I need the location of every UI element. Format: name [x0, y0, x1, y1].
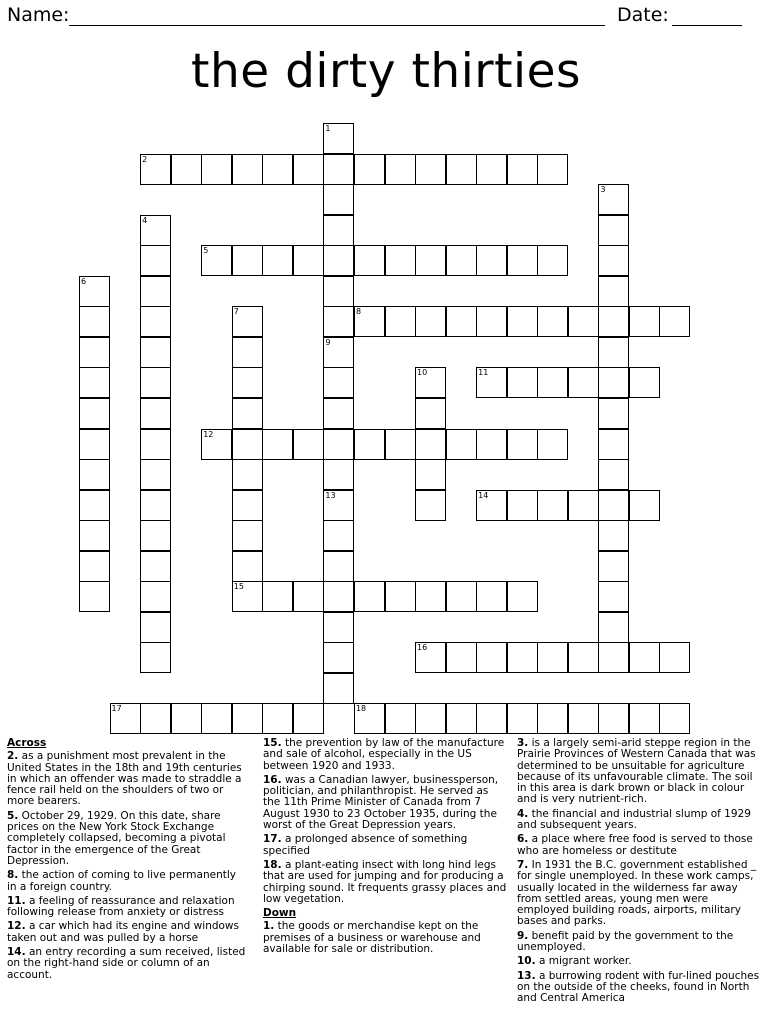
grid-cell[interactable]	[79, 276, 110, 307]
grid-cell[interactable]	[323, 215, 354, 246]
grid-cell[interactable]	[140, 490, 171, 521]
grid-cell[interactable]	[232, 154, 263, 185]
grid-cell[interactable]	[446, 245, 477, 276]
grid-cell[interactable]	[415, 398, 446, 429]
grid-cell[interactable]	[629, 367, 660, 398]
grid-cell[interactable]	[446, 306, 477, 337]
grid-cell[interactable]	[323, 551, 354, 582]
grid-cell[interactable]	[323, 459, 354, 490]
clue-across-14: 14. an entry recording a sum received, listed on the right-hand side or column of an account.	[7, 946, 246, 981]
grid-cell[interactable]	[232, 581, 263, 612]
clue-number: 4	[142, 215, 148, 225]
clue-down-6: 6. a place where free food is served to those who are homeless or destitute	[517, 833, 753, 857]
grid-cell[interactable]	[507, 490, 538, 521]
grid-cell[interactable]	[354, 429, 385, 460]
clue-number: 18	[355, 704, 367, 714]
grid-cell[interactable]	[262, 703, 293, 734]
grid-cell[interactable]	[598, 215, 629, 246]
clue-number: 6	[81, 276, 87, 286]
clue-across-2: 2. as a punishment most prevalent in the United States in the 18th and 19th centuries in which an offender was made to straddle a fence rail held on the shoulders of two or more bearers.	[7, 750, 242, 808]
name-label: Name:	[7, 4, 70, 26]
grid-cell[interactable]	[415, 306, 446, 337]
grid-cell[interactable]	[140, 154, 171, 185]
grid-cell[interactable]	[323, 673, 354, 704]
grid-cell[interactable]	[537, 642, 568, 673]
grid-cell[interactable]	[537, 306, 568, 337]
grid-cell[interactable]	[659, 306, 690, 337]
grid-cell[interactable]	[507, 429, 538, 460]
grid-cell[interactable]	[79, 551, 110, 582]
grid-cell[interactable]	[323, 306, 354, 337]
clue-across-16: 16. was a Canadian lawyer, businessperson, politician, and philanthropist. He served as the 11th Prime Minister of Canada from 7 August 1930 to 23 October 1935, during the worst of the Great Depression years.	[263, 773, 499, 832]
grid-cell[interactable]	[323, 520, 354, 551]
across-heading: Across	[7, 737, 47, 749]
grid-cell[interactable]	[476, 245, 507, 276]
grid-cell[interactable]	[476, 306, 507, 337]
clue-down-1: 1. the goods or merchandise kept on the premises of a business or warehouse and available for sale or distribution.	[263, 920, 481, 956]
grid-cell[interactable]	[232, 367, 263, 398]
grid-cell[interactable]	[232, 429, 263, 460]
grid-cell[interactable]	[598, 520, 629, 551]
grid-cell[interactable]	[354, 581, 385, 612]
grid-cell[interactable]	[79, 367, 110, 398]
grid-cell[interactable]	[140, 306, 171, 337]
clue-across-18: 18. a plant-eating insect with long hind legs that are used for jumping and for producing a chirping sound. It frequents grassy places and low vegetation.	[263, 858, 507, 905]
grid-cell[interactable]	[598, 367, 629, 398]
grid-cell[interactable]	[79, 459, 110, 490]
grid-cell[interactable]	[537, 429, 568, 460]
grid-cell[interactable]	[629, 642, 660, 673]
clue-down-4: 4. the financial and industrial slump of 1929 and subsequent years.	[517, 807, 751, 832]
grid-cell[interactable]	[140, 398, 171, 429]
clue-number: 17	[111, 704, 122, 714]
grid-cell[interactable]	[385, 154, 416, 185]
grid-cell[interactable]	[385, 581, 416, 612]
clue-column-2	[263, 738, 508, 958]
clue-number: 7	[233, 307, 239, 317]
grid-cell[interactable]	[629, 703, 660, 734]
grid-cell[interactable]	[629, 490, 660, 521]
grid-cell[interactable]	[476, 154, 507, 185]
grid-cell[interactable]	[598, 703, 629, 734]
grid-cell[interactable]	[415, 490, 446, 521]
date-field[interactable]	[672, 25, 742, 26]
grid-cell[interactable]	[598, 490, 629, 521]
grid-cell[interactable]	[323, 490, 354, 521]
grid-cell[interactable]	[293, 703, 324, 734]
grid-cell[interactable]	[507, 367, 538, 398]
grid-cell[interactable]	[629, 306, 660, 337]
grid-cell[interactable]	[415, 703, 446, 734]
grid-cell[interactable]	[323, 245, 354, 276]
grid-cell[interactable]	[140, 642, 171, 673]
grid-cell[interactable]	[171, 154, 202, 185]
grid-cell[interactable]	[598, 276, 629, 307]
grid-cell[interactable]	[323, 184, 354, 215]
clue-number: 9	[325, 337, 331, 347]
clue-column-1	[7, 738, 247, 984]
grid-cell[interactable]	[598, 642, 629, 673]
grid-cell[interactable]	[262, 429, 293, 460]
grid-cell[interactable]	[232, 306, 263, 337]
grid-cell[interactable]	[415, 459, 446, 490]
grid-cell[interactable]	[323, 337, 354, 368]
puzzle-title: the dirty thirties	[191, 44, 581, 99]
grid-cell[interactable]	[140, 337, 171, 368]
grid-cell[interactable]	[415, 154, 446, 185]
clue-across-11: 11. a feeling of reassurance and relaxation following release from anxiety or distress	[7, 894, 235, 919]
grid-cell[interactable]	[140, 459, 171, 490]
grid-cell[interactable]	[232, 245, 263, 276]
grid-cell[interactable]	[598, 398, 629, 429]
grid-cell[interactable]	[232, 337, 263, 368]
grid-cell[interactable]	[507, 642, 538, 673]
grid-cell[interactable]	[598, 581, 629, 612]
grid-cell[interactable]	[598, 306, 629, 337]
clue-number: 14	[478, 490, 489, 500]
grid-cell[interactable]	[79, 520, 110, 551]
clue-column-3	[517, 738, 762, 1008]
grid-cell[interactable]	[262, 154, 293, 185]
grid-cell[interactable]	[598, 459, 629, 490]
grid-cell[interactable]	[385, 703, 416, 734]
grid-cell[interactable]	[568, 367, 599, 398]
grid-cell[interactable]	[568, 490, 599, 521]
clue-across-17: 17. a prolonged absence of something specified	[263, 833, 468, 857]
clue-number: 1	[325, 124, 331, 133]
grid-cell[interactable]	[537, 367, 568, 398]
grid-cell[interactable]	[201, 703, 232, 734]
grid-cell[interactable]	[293, 154, 324, 185]
grid-cell[interactable]	[354, 306, 385, 337]
grid-cell[interactable]	[415, 642, 446, 673]
grid-cell[interactable]	[446, 154, 477, 185]
grid-cell[interactable]	[323, 642, 354, 673]
grid-cell[interactable]	[507, 306, 538, 337]
grid-cell[interactable]	[598, 551, 629, 582]
grid-cell[interactable]	[140, 612, 171, 643]
grid-cell[interactable]	[415, 581, 446, 612]
clue-across-5: 5. October 29, 1929. On this date, share prices on the New York Stock Exchange completely collapsed, becoming a pivotal factor in the emergence of the Great Depression.	[7, 809, 226, 867]
grid-cell[interactable]	[446, 642, 477, 673]
grid-cell[interactable]	[354, 245, 385, 276]
grid-cell[interactable]	[537, 490, 568, 521]
clue-across-12: 12. a car which had its engine and windows taken out and was pulled by a horse	[7, 920, 239, 944]
grid-cell[interactable]	[79, 490, 110, 521]
down-heading: Down	[263, 907, 297, 920]
grid-cell[interactable]	[201, 429, 232, 460]
grid-cell[interactable]	[476, 490, 507, 521]
clue-number: 10	[417, 368, 428, 378]
grid-cell[interactable]	[293, 245, 324, 276]
grid-cell[interactable]	[140, 276, 171, 307]
grid-cell[interactable]	[476, 367, 507, 398]
clue-down-13: 13. a burrowing rodent with fur-lined pouches on the outside of the cheeks, found in North and Central America	[517, 969, 760, 1005]
grid-cell[interactable]	[537, 245, 568, 276]
grid-cell[interactable]	[476, 642, 507, 673]
grid-cell[interactable]	[507, 703, 538, 734]
grid-cell[interactable]	[446, 429, 477, 460]
grid-cell[interactable]	[507, 581, 538, 612]
grid-cell[interactable]	[110, 703, 141, 734]
grid-cell[interactable]	[140, 703, 171, 734]
clue-number: 12	[203, 429, 214, 439]
clue-number: 8	[355, 307, 362, 317]
grid-cell[interactable]	[201, 154, 232, 185]
grid-cell[interactable]	[385, 245, 416, 276]
grid-cell[interactable]	[598, 184, 629, 215]
grid-cell[interactable]	[293, 429, 324, 460]
clue-number: 16	[417, 643, 428, 653]
grid-cell[interactable]	[323, 612, 354, 643]
grid-cell[interactable]	[446, 703, 477, 734]
grid-cell[interactable]	[79, 398, 110, 429]
grid-cell[interactable]	[598, 245, 629, 276]
grid-cell[interactable]	[140, 520, 171, 551]
grid-cell[interactable]	[293, 581, 324, 612]
grid-cell[interactable]	[140, 581, 171, 612]
grid-cell[interactable]	[79, 337, 110, 368]
grid-cell[interactable]	[385, 429, 416, 460]
grid-cell[interactable]	[568, 306, 599, 337]
grid-cell[interactable]	[568, 703, 599, 734]
grid-cell[interactable]	[476, 581, 507, 612]
grid-cell[interactable]	[385, 306, 416, 337]
grid-cell[interactable]	[232, 520, 263, 551]
clue-number: 2	[142, 154, 148, 164]
grid-cell[interactable]	[507, 154, 538, 185]
clue-number: 5	[203, 246, 209, 256]
grid-cell[interactable]	[323, 398, 354, 429]
grid-cell[interactable]	[79, 306, 110, 337]
grid-cell[interactable]	[659, 642, 690, 673]
clue-down-7: 7. In 1931 the B.C. government established _ for single unemployed. In these work camps, usually located in the wilderness far away from settled areas, young men were employed building roads, airports, military bases and parks.	[517, 858, 757, 928]
grid-cell[interactable]	[323, 367, 354, 398]
grid-cell[interactable]	[659, 703, 690, 734]
date-label: Date:	[617, 4, 669, 26]
grid-cell[interactable]	[140, 551, 171, 582]
grid-cell[interactable]	[171, 703, 202, 734]
grid-cell[interactable]	[262, 581, 293, 612]
grid-cell[interactable]	[415, 245, 446, 276]
grid-cell[interactable]	[446, 581, 477, 612]
grid-cell[interactable]	[537, 703, 568, 734]
grid-cell[interactable]	[79, 429, 110, 460]
header	[7, 4, 767, 30]
grid-cell[interactable]	[598, 429, 629, 460]
clue-down-9: 9. benefit paid by the government to the unemployed.	[517, 929, 734, 954]
clue-down-3: 3. is a largely semi-arid steppe region in the Prairie Provinces of Western Canada that was determined to be unsuitable for agriculture because of its unfavourable climate. The soil in this area is dark brown or black in colour and is very nutrient-rich.	[517, 737, 756, 806]
grid-cell[interactable]	[323, 581, 354, 612]
grid-cell[interactable]	[354, 154, 385, 185]
grid-cell[interactable]	[140, 215, 171, 246]
grid-cell[interactable]	[140, 245, 171, 276]
grid-cell[interactable]	[323, 154, 354, 185]
grid-cell[interactable]	[476, 429, 507, 460]
clue-number: 11	[478, 368, 489, 378]
grid-cell[interactable]	[537, 154, 568, 185]
grid-cell[interactable]	[598, 612, 629, 643]
grid-cell[interactable]	[568, 642, 599, 673]
grid-cell[interactable]	[415, 429, 446, 460]
grid-cell[interactable]	[232, 703, 263, 734]
clue-across-15: 15. the prevention by law of the manufacture and sale of alcohol, especially in the US between 1920 and 1933.	[263, 737, 505, 772]
clue-across-8: 8. the action of coming to live permanently in a foreign country.	[7, 869, 236, 893]
grid-cell[interactable]	[201, 245, 232, 276]
clue-number: 15	[233, 582, 244, 592]
clue-down-10: 10. a migrant worker.	[517, 955, 632, 968]
grid-cell[interactable]	[232, 490, 263, 521]
grid-cell[interactable]	[140, 429, 171, 460]
grid-cell[interactable]	[415, 367, 446, 398]
grid-cell[interactable]	[323, 123, 354, 154]
grid-cell[interactable]	[232, 551, 263, 582]
grid-cell[interactable]	[140, 367, 171, 398]
grid-cell[interactable]	[79, 581, 110, 612]
clue-number: 13	[325, 490, 336, 500]
grid-cell[interactable]	[476, 703, 507, 734]
clue-number: 3	[600, 185, 606, 195]
grid-cell[interactable]	[323, 276, 354, 307]
grid-cell[interactable]	[232, 459, 263, 490]
grid-cell[interactable]	[262, 245, 293, 276]
grid-cell[interactable]	[598, 337, 629, 368]
grid-cell[interactable]	[354, 703, 385, 734]
grid-cell[interactable]	[232, 398, 263, 429]
grid-cell[interactable]	[323, 429, 354, 460]
name-field[interactable]	[69, 25, 605, 26]
grid-cell[interactable]	[507, 245, 538, 276]
